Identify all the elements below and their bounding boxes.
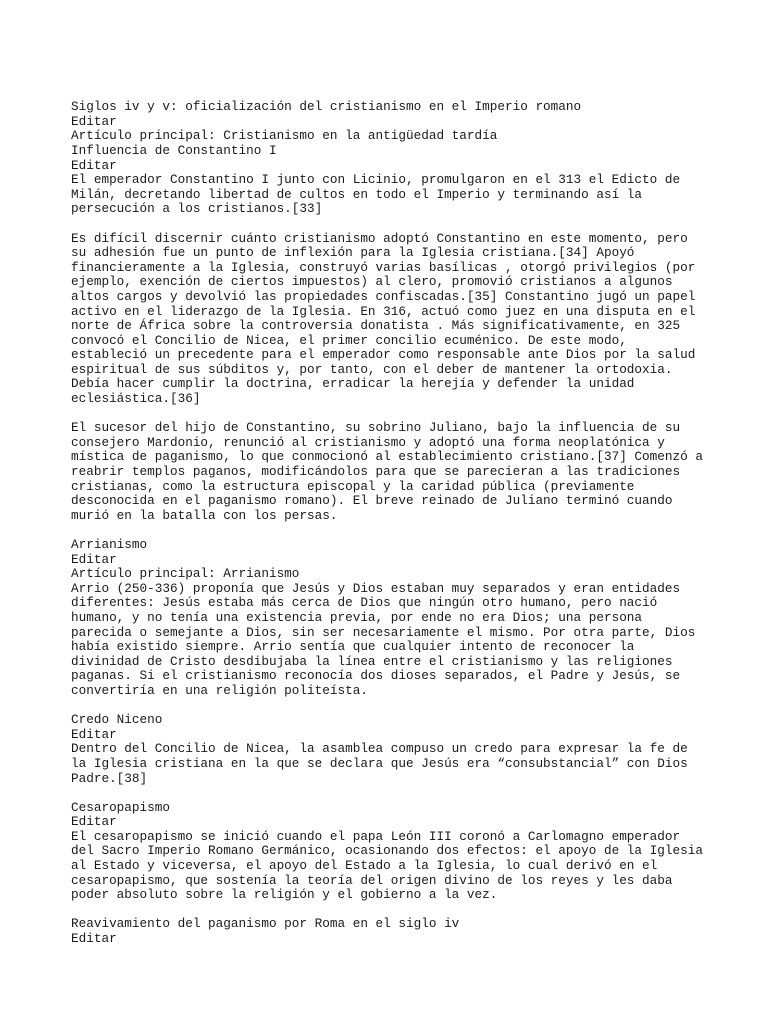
text-line: financieramente a la Iglesia, construyó varias basílicas , otorgó privilegios (por: [71, 259, 696, 275]
text-line: Siglos iv y v: oficialización del cristianismo en el Imperio romano: [71, 99, 582, 115]
edit-link[interactable]: Editar: [71, 551, 117, 567]
document-section: [71, 100, 711, 217]
edit-link[interactable]: Editar: [71, 931, 117, 947]
text-line: había existido siempre. Arrio sentía que cualquier intento de reconocer la: [71, 639, 635, 655]
text-line: Milán, decretando libertad de cultos en todo el Imperio y terminando así la: [71, 186, 643, 202]
text-line: altos cargos y devolvió las propiedades confiscadas.[35] Constantino jugó un papel: [71, 288, 696, 304]
document-section: [71, 713, 711, 786]
text-line: convertiría en una religión politeísta.: [71, 682, 368, 698]
text-line: activo en el liderazgo de la Iglesia. En 316, actuó como juez en una disputa en el: [71, 303, 696, 319]
text-line: Debía hacer cumplir la doctrina, erradicar la herejía y defender la unidad: [71, 376, 635, 392]
text-line: El sucesor del hijo de Constantino, su sobrino Juliano, bajo la influencia de su: [71, 420, 681, 436]
text-line: reabrir templos paganos, modificándolos para que se parecieran a las tradiciones: [71, 464, 681, 480]
text-line: persecución a los cristianos.[33]: [71, 201, 323, 217]
text-line: al Estado y viceversa, el apoyo del Estado a la Iglesia, lo cual derivó en el: [71, 858, 658, 874]
paragraph-gap: [71, 407, 711, 422]
text-line: su adhesión fue un punto de inflexión para la Iglesia cristiana.[34] Apoyó: [71, 245, 635, 261]
text-line: humano, y no tenía una existencia previa, por ende no era Dios; una persona: [71, 609, 643, 625]
text-line: la Iglesia cristiana en la que se declara que Jesús era “consubstancial” con Dios: [71, 755, 688, 771]
edit-link[interactable]: Editar: [71, 726, 117, 742]
paragraph-gap: [71, 699, 711, 714]
text-line: espiritual de sus súbditos y, por tanto, con el deber de mantener la ortodoxia.: [71, 361, 673, 377]
text-line: Arrianismo: [71, 537, 148, 552]
document-body: [71, 100, 711, 946]
text-line: Credo Niceno: [71, 712, 163, 728]
text-line: Dentro del Concilio de Nicea, la asamblea compuso un credo para expresar la fe de: [71, 741, 688, 757]
text-line: poder absoluto sobre la religión y el gobierno a la vez.: [71, 887, 498, 903]
edit-link[interactable]: Editar: [71, 113, 117, 129]
paragraph-gap: [71, 217, 711, 232]
text-line: estableció un precedente para el emperador como responsable ante Dios por la salud: [71, 347, 696, 363]
text-line: desconocida en el paganismo romano). El breve reinado de Juliano terminó cuando: [71, 493, 673, 509]
paragraph-gap: [71, 903, 711, 918]
text-line: Es difícil discernir cuánto cristianismo adoptó Constantino en este momento, pero: [71, 230, 688, 246]
edit-link[interactable]: Editar: [71, 814, 117, 830]
document-section: [71, 232, 711, 407]
text-line: Padre.[38]: [71, 770, 148, 786]
text-line: cesaropapismo, que sostenía la teoría del origen divino de los reyes y les daba: [71, 872, 673, 888]
text-line: Artículo principal: Cristianismo en la antigüedad tardía: [71, 128, 498, 144]
document-section: [71, 801, 711, 903]
text-line: Arrio (250-336) proponía que Jesús y Dios estaban muy separados y eran entidades: [71, 580, 681, 596]
text-line: El emperador Constantino I junto con Licinio, promulgaron en el 313 el Edicto de: [71, 172, 681, 188]
text-line: Reavivamiento del paganismo por Roma en el siglo iv: [71, 916, 460, 932]
text-line: paganas. Si el cristianismo reconocía dos dioses separados, el Padre y Jesús, se: [71, 668, 681, 684]
text-line: convocó el Concilio de Nicea, el primer concilio ecuménico. De este modo,: [71, 332, 627, 348]
document-page: [71, 71, 711, 961]
text-line: consejero Mardonio, renunció al cristianismo y adoptó una forma neoplatónica y: [71, 434, 665, 450]
document-section: [71, 538, 711, 699]
text-line: norte de África sobre la controversia donatista . Más significativamente, en 325: [71, 318, 681, 334]
text-line: eclesiástica.[36]: [71, 391, 201, 407]
paragraph-gap: [71, 523, 711, 538]
text-line: parecida o semejante a Dios, sin ser necesariamente el mismo. Por otra parte, Dios: [71, 624, 696, 640]
text-line: mística de paganismo, lo que conmocionó al establecimiento cristiano.[37] Comenzó a: [71, 449, 703, 465]
text-line: Artículo principal: Arrianismo: [71, 566, 300, 582]
text-line: murió en la batalla con los persas.: [71, 507, 338, 523]
document-section: [71, 917, 711, 946]
document-section: [71, 421, 711, 523]
text-line: Cesaropapismo: [71, 799, 170, 815]
paragraph-gap: [71, 786, 711, 801]
text-line: cristianas, como la estructura episcopal y la caridad pública (previamente: [71, 478, 635, 494]
edit-link[interactable]: Editar: [71, 157, 117, 173]
text-line: del Sacro Imperio Romano Germánico, ocasionando dos efectos: el apoyo de la Iglesia: [71, 843, 703, 859]
text-line: diferentes: Jesús estaba más cerca de Dios que ningún otro humano, pero nació: [71, 595, 658, 611]
text-line: El cesaropapismo se inició cuando el papa León III coronó a Carlomagno emperador: [71, 828, 681, 844]
text-line: divinidad de Cristo desdibujaba la línea entre el cristianismo y las religiones: [71, 653, 673, 669]
text-line: Influencia de Constantino I: [71, 142, 277, 158]
text-line: ejemplo, exención de ciertos impuestos) al clero, promovió cristianos a algunos: [71, 274, 673, 290]
